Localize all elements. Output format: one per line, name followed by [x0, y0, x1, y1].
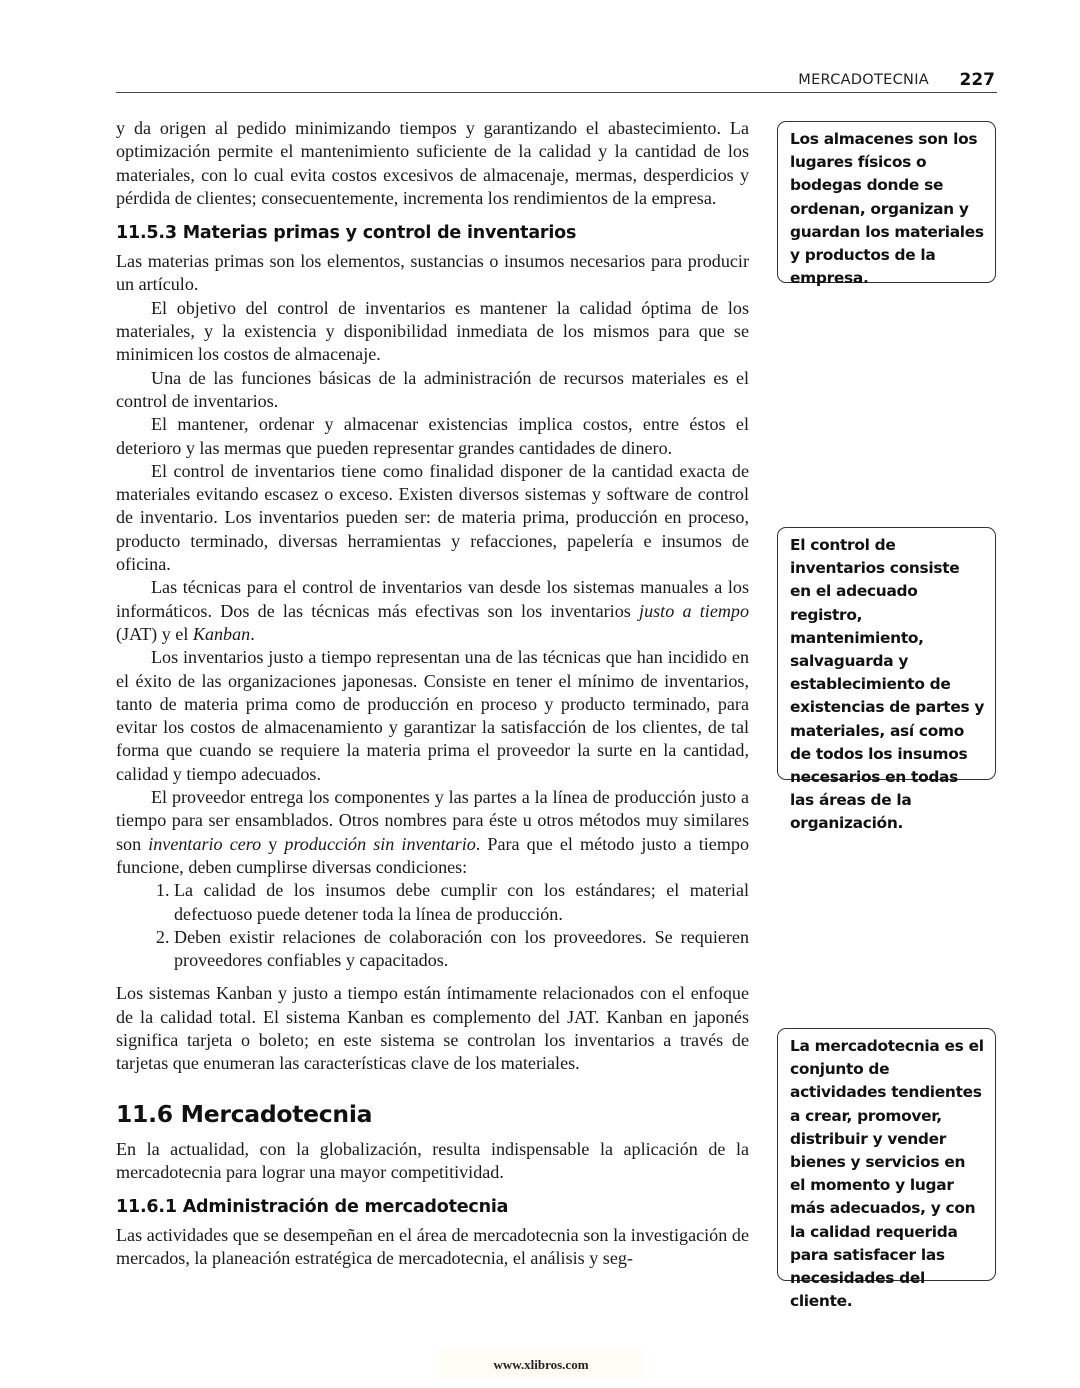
term-justo-a-tiempo: justo a tiempo: [639, 600, 750, 621]
paragraph-supplier: El proveedor entrega los componentes y las partes a la línea de producción justo a tiempo para ser ensamblados. Otros nombres para éste u otros métodos muy similares son inventario cero y producción sin inventario. Para que el método justo a tiempo funcione, deben cumplirse diversas condiciones:: [116, 787, 749, 877]
running-title: MERCADOTECNIA: [798, 72, 929, 88]
list-item: 1. La calidad de los insumos debe cumplir con los estándares; el material defectuoso puede detener toda la línea de producción.: [174, 879, 749, 926]
intro-paragraph: y da origen al pedido minimizando tiempos y garantizando el abastecimiento. La optimización permite el mantenimiento suficiente de la calidad y la cantidad de los materiales, con lo cual evita costos excesivos de almacenaje, mermas, desperdicios y pérdida de clientes; consecuentemente, incrementa los rendimientos de la empresa.: [116, 118, 749, 208]
paragraph-marketing-activities: Las actividades que se desempeñan en el área de mercadotecnia son la investigación de mercados, la planeación estratégica de mercadotecnia, el análisis y seg-: [116, 1225, 749, 1269]
margin-note-almacenes: Los almacenes son los lugares físicos o bodegas donde se ordenan, organizan y guardan los materiales y productos de la empresa.: [777, 121, 996, 283]
paragraph-inventory-purpose: El control de inventarios tiene como finalidad disponer de la cantidad exacta de materiales evitando escasez o exceso. Existen diversos sistemas y software de control de inventario. Los inventarios pueden ser: de materia prima, producción en proceso, producto terminado, diversas herramientas y refacciones, papelería e insumos de oficina.: [116, 460, 749, 575]
paragraph-kanban: Los sistemas Kanban y justo a tiempo están íntimamente relacionados con el enfoque de la calidad total. El sistema Kanban es complemento del JAT. Kanban en japonés significa tarjeta o boleto; en este sistema se controlan los inventarios a través de tarjetas que enumeran las características clave de los materiales.: [116, 983, 749, 1074]
conditions-list: [116, 879, 749, 972]
heading-11-6: 11.6 Mercadotecnia: [116, 1099, 373, 1128]
paragraph-inventory-objective: El objetivo del control de inventarios es mantener la calidad óptima de los materiales, y la existencia y disponibilidad inmediata de los mismos para que se minimicen los costos de almacenaje.: [116, 297, 749, 365]
heading-11-6-1: 11.6.1 Administración de mercadotecnia: [116, 1197, 509, 1218]
list-item: 2. Deben existir relaciones de colaboración con los proveedores. Se requieren proveedores confiables y capacitados.: [174, 926, 749, 973]
page-header: [116, 70, 997, 93]
footer-url: www.xlibros.com: [440, 1350, 642, 1378]
paragraph-storage-costs: El mantener, ordenar y almacenar existencias implica costos, entre éstos el deterioro y las mermas que pueden representar grandes cantidades de dinero.: [116, 414, 749, 458]
paragraph-globalization: En la actualidad, con la globalización, resulta indispensable la aplicación de la mercadotecnia para lograr una mayor competitividad.: [116, 1138, 749, 1182]
paragraph-basic-functions: Una de las funciones básicas de la administración de recursos materiales es el control de inventarios.: [116, 367, 749, 411]
paragraph-techniques: Las técnicas para el control de inventarios van desde los sistemas manuales a los informáticos. Dos de las técnicas más efectivas son los inventarios justo a tiempo (JAT) y el Kanban.: [116, 577, 750, 644]
margin-note-control-inventarios: El control de inventarios consiste en el adecuado registro, mantenimiento, salvaguarda y establecimiento de existencias de partes y materiales, así como de todos los insumos necesarios en todas las áreas de la organización.: [777, 527, 996, 780]
paragraph-raw-materials: Las materias primas son los elementos, sustancias o insumos necesarios para producir un artículo.: [116, 251, 749, 295]
main-column: [116, 117, 749, 1271]
term-produccion-sin-inventario: producción sin inventario: [284, 833, 476, 854]
term-inventario-cero: inventario cero: [148, 833, 262, 854]
margin-note-mercadotecnia: La mercadotecnia es el conjunto de actividades tendientes a crear, promover, distribuir y vender bienes y servicios en el momento y lugar más adecuados, y con la calidad requerida para satisfacer las necesidades del cliente.: [777, 1028, 996, 1281]
heading-11-5-3: 11.5.3 Materias primas y control de inventarios: [116, 223, 577, 244]
page-number: 227: [959, 70, 995, 90]
term-kanban: Kanban: [192, 623, 251, 644]
paragraph-jit: Los inventarios justo a tiempo representan una de las técnicas que han incidido en el éxito de las organizaciones japonesas. Consiste en tener el mínimo de inventarios, tanto de materia prima como de producción en proceso y producto terminado, para evitar los costos de almacenamiento y garantizar la satisfacción de los clientes, de tal forma que cuando se requiere la materia prima el proveedor la surte en la cantidad, calidad y tiempo adecuados.: [116, 647, 749, 784]
